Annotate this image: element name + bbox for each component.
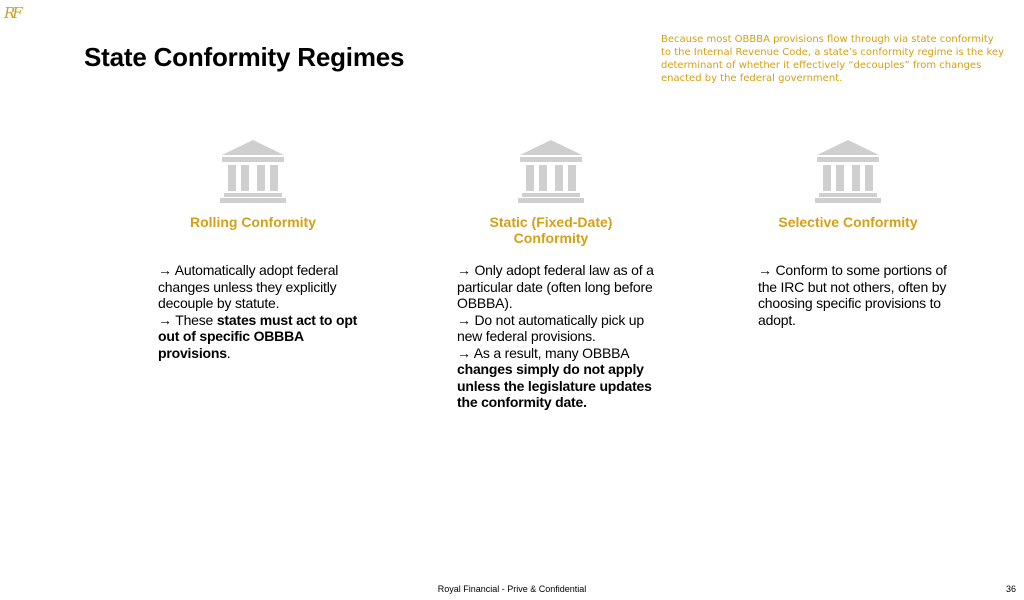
government-building-icon <box>518 138 584 204</box>
column-body <box>457 262 657 411</box>
bullet-point <box>158 312 358 362</box>
column-heading: Selective Conformity <box>778 214 918 230</box>
bullet-point <box>457 312 657 345</box>
text-run: → Conform to some portions of the IRC but not others, often by choosing specific provisions to adopt. <box>758 262 947 328</box>
text-run: → Do not automatically pick up new federal provisions. <box>457 311 644 344</box>
government-building-icon <box>220 138 286 204</box>
bold-text: states must act to opt out of specific OBBBA provisions <box>158 311 358 361</box>
footer-text: Royal Financial - Prive & Confidential <box>437 584 587 594</box>
bullet-point <box>158 262 358 312</box>
bullet-point <box>758 262 958 328</box>
text-run: → These <box>158 311 217 328</box>
text-run: . <box>226 344 231 361</box>
column-selective-conformity <box>738 138 958 328</box>
government-building-icon <box>815 138 881 204</box>
bullet-point <box>457 262 657 312</box>
column-body <box>158 262 358 361</box>
page-title: State Conformity Regimes <box>84 42 405 72</box>
rf-monogram-icon: RF <box>4 4 20 22</box>
column-heading: Static (Fixed-Date) Conformity <box>489 214 613 246</box>
bold-text: changes simply do not apply unless the legislature updates the conformity date. <box>457 361 652 410</box>
column-heading: Rolling Conformity <box>190 214 316 230</box>
column-rolling-conformity <box>143 138 363 361</box>
text-run: → Automatically adopt federal changes unless they explicitly decouple by statute. <box>158 262 339 311</box>
text-run: → Only adopt federal law as of a particular date (often long before OBBBA). <box>457 262 654 311</box>
text-run: → As a result, many OBBBA <box>457 344 629 361</box>
bullet-point <box>457 345 657 411</box>
column-static-conformity <box>441 138 661 410</box>
page-number: 36 <box>1005 584 1016 594</box>
intro-note: Because most OBBBA provisions flow through via state conformity to the Internal Revenue Code, a state’s conformity regime is the key determinant of whether it effectively “decouples” from changes enacted by the federal government. <box>661 34 1004 84</box>
column-body <box>758 262 958 328</box>
